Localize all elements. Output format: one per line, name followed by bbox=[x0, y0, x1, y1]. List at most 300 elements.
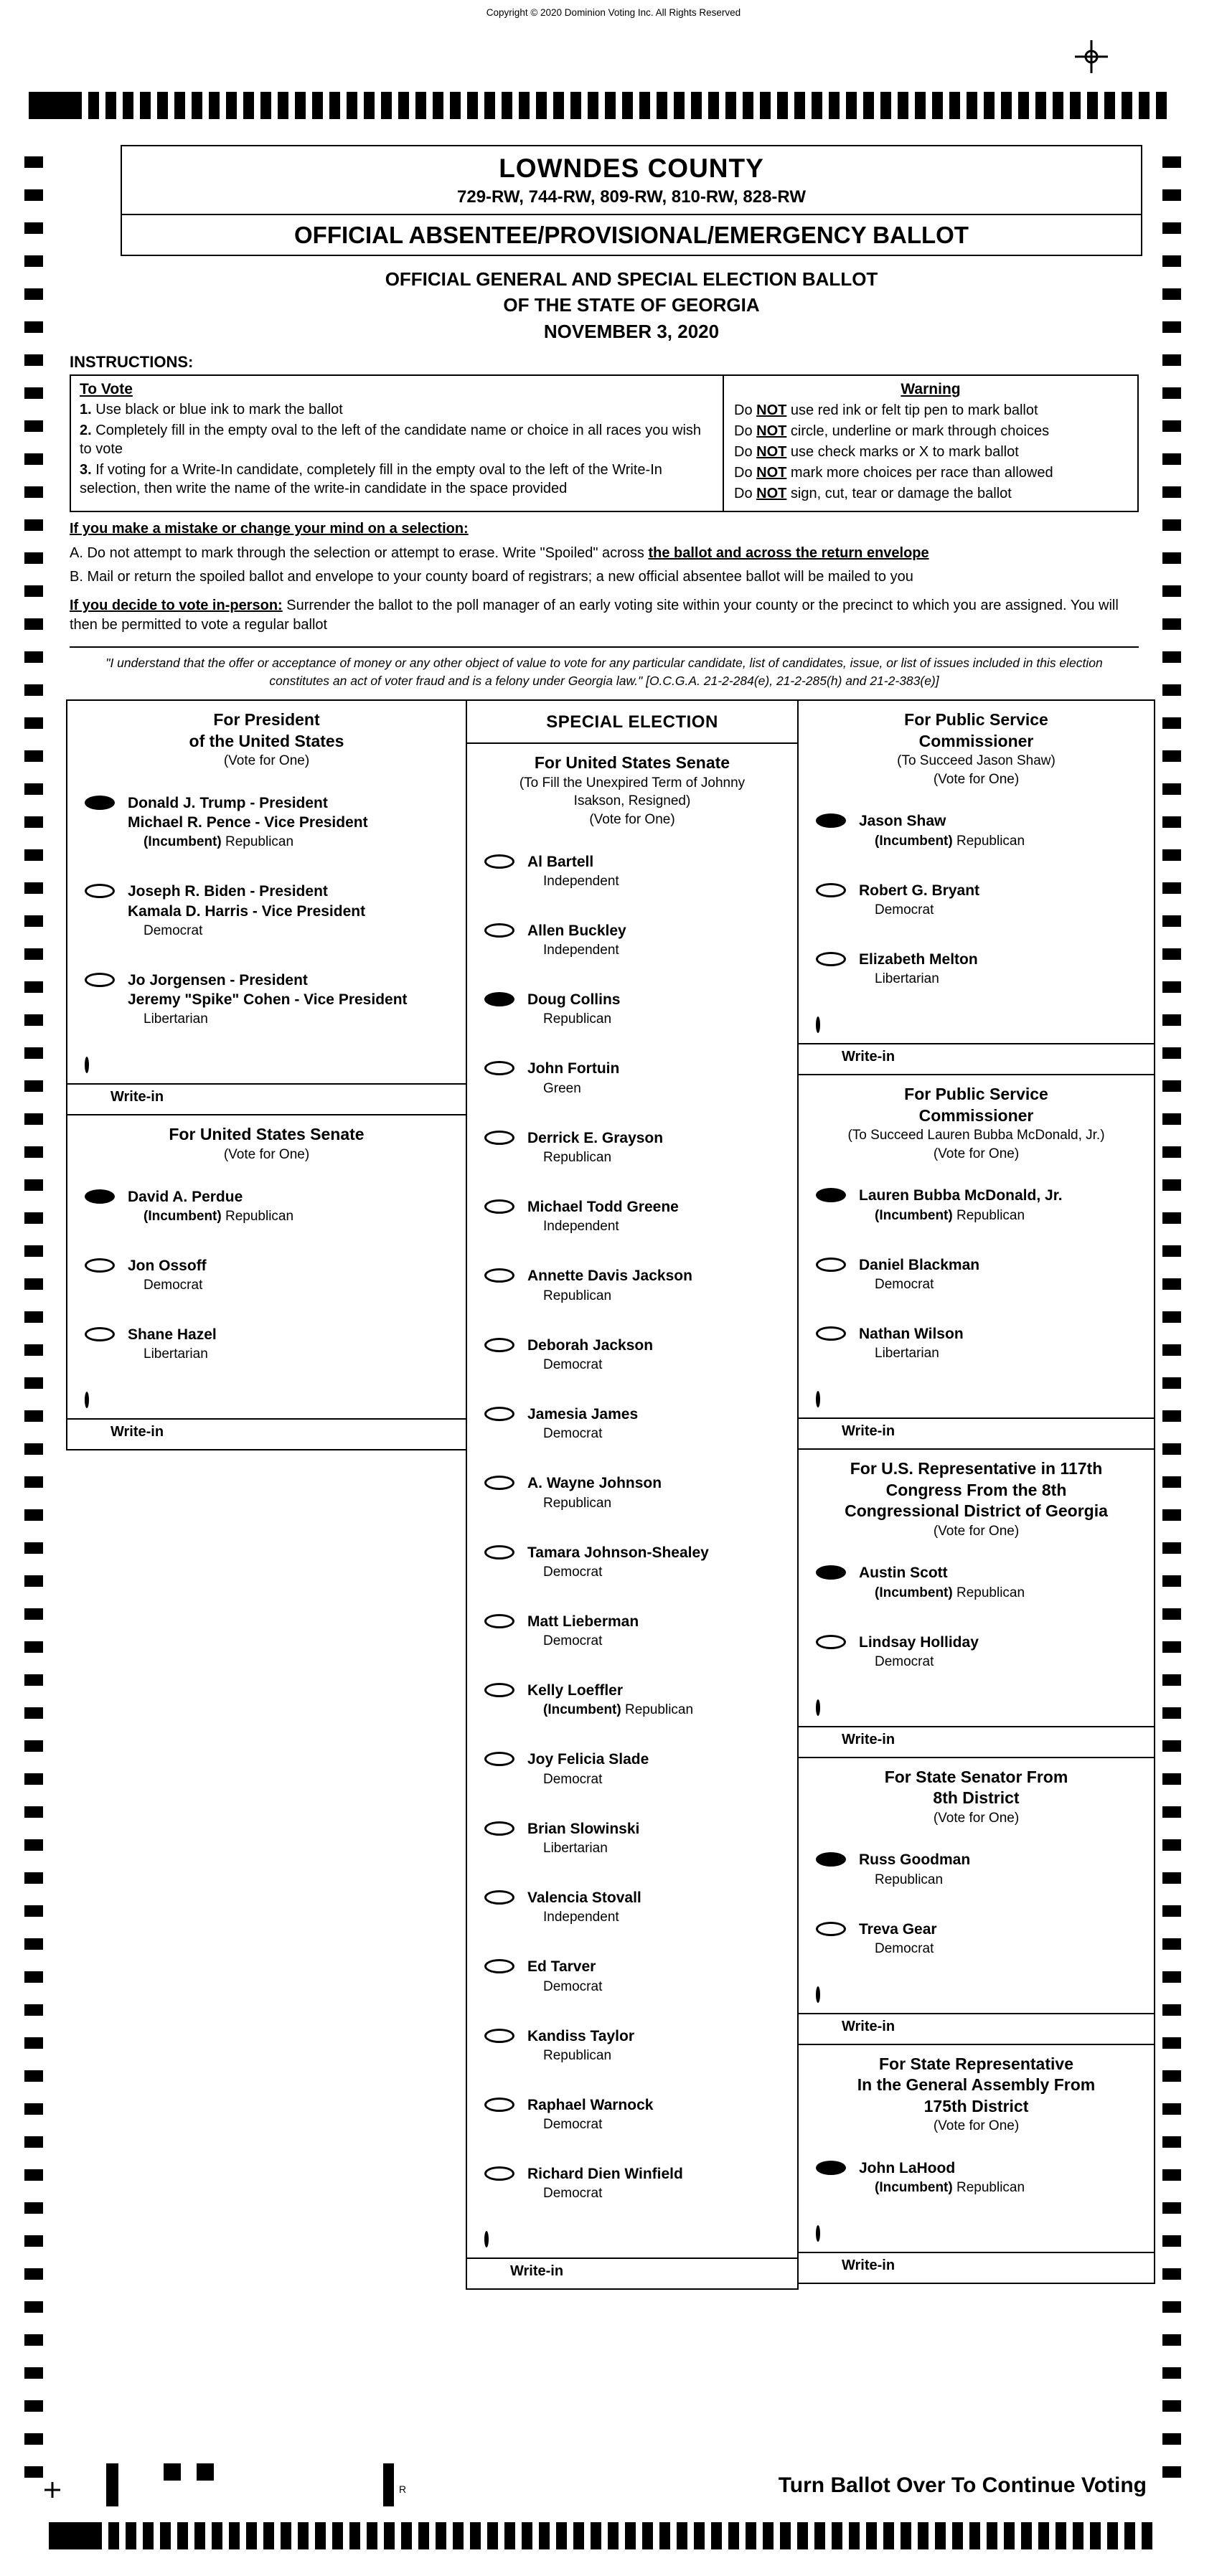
candidate-row bbox=[799, 1169, 1154, 1237]
timing-mark bbox=[260, 92, 271, 119]
timing-mark bbox=[24, 1014, 43, 1026]
timing-mark bbox=[1021, 2522, 1032, 2549]
timing-mark bbox=[126, 2522, 136, 2549]
timing-mark bbox=[952, 2522, 963, 2549]
to-vote-box bbox=[70, 374, 724, 512]
ballot-oval-empty[interactable] bbox=[484, 2098, 514, 2112]
timing-mark bbox=[24, 2268, 43, 2280]
timing-mark bbox=[1162, 1014, 1181, 1026]
write-in-oval-row bbox=[799, 2214, 1154, 2252]
timing-mark bbox=[24, 1047, 43, 1059]
timing-mark bbox=[24, 354, 43, 366]
timing-mark bbox=[24, 1707, 43, 1719]
ballot-oval-empty[interactable] bbox=[484, 1476, 514, 1490]
candidate-party: Democrat bbox=[875, 1940, 934, 1956]
ballot-oval-empty[interactable] bbox=[484, 1338, 514, 1352]
timing-mark bbox=[659, 2522, 670, 2549]
candidate-row bbox=[67, 864, 466, 953]
candidate-text bbox=[128, 1187, 293, 1225]
mistake-instruction: B. Mail or return the spoiled ballot and envelope to your county board of registrars; a new official absentee ballot will be mailed to you bbox=[70, 569, 913, 585]
timing-mark bbox=[863, 92, 874, 119]
ballot-oval-empty[interactable] bbox=[85, 1327, 115, 1341]
candidate-name: Treva Gear bbox=[859, 1920, 937, 1938]
write-in-oval[interactable] bbox=[816, 1016, 820, 1033]
candidate-row bbox=[799, 1238, 1154, 1307]
calibration-square bbox=[197, 2463, 214, 2481]
timing-mark bbox=[1162, 684, 1181, 696]
timing-mark bbox=[278, 92, 288, 119]
contest-title-line: 8th District bbox=[933, 1788, 1020, 1808]
timing-mark bbox=[349, 2522, 360, 2549]
candidate-row bbox=[467, 1111, 797, 1180]
timing-mark bbox=[1162, 1476, 1181, 1488]
timing-mark bbox=[1070, 92, 1081, 119]
contest-note-line: Isakson, Resigned) bbox=[573, 793, 691, 809]
contest-title-line: For United States Senate bbox=[534, 753, 730, 773]
candidate-party: Independent bbox=[543, 873, 619, 889]
candidate-row bbox=[467, 1042, 797, 1110]
ballot-oval-empty[interactable] bbox=[85, 884, 115, 898]
write-in-oval-row bbox=[467, 2220, 797, 2257]
in-person-section bbox=[70, 596, 1139, 635]
contest-header bbox=[799, 1450, 1154, 1546]
timing-mark bbox=[243, 92, 254, 119]
ballot-oval-empty[interactable] bbox=[484, 1683, 514, 1697]
timing-mark bbox=[812, 92, 822, 119]
timing-mark bbox=[1162, 1443, 1181, 1455]
write-in-label: Write-in bbox=[111, 1424, 164, 1440]
timing-mark bbox=[24, 1311, 43, 1323]
ballot-oval-empty[interactable] bbox=[484, 1890, 514, 1905]
timing-mark bbox=[453, 2522, 464, 2549]
ballot-oval-empty[interactable] bbox=[816, 1326, 846, 1341]
candidate-row bbox=[467, 1802, 797, 1871]
candidate-text bbox=[527, 1197, 679, 1235]
ballot-oval-empty[interactable] bbox=[484, 1614, 514, 1628]
contest-title-line: Commissioner bbox=[918, 731, 1034, 750]
candidate-name: Jamesia James bbox=[527, 1405, 639, 1423]
candidate-text bbox=[527, 1059, 619, 1096]
candidate-row bbox=[799, 933, 1154, 1001]
write-in-section bbox=[799, 1006, 1154, 1074]
ballot-oval-empty[interactable] bbox=[85, 973, 115, 987]
candidate-text bbox=[527, 1266, 692, 1303]
candidate-text bbox=[128, 882, 365, 939]
timing-mark bbox=[639, 92, 650, 119]
timing-mark bbox=[711, 2522, 722, 2549]
candidate-name: Tamara Johnson-Shealey bbox=[527, 1544, 709, 1561]
warning-instruction: Do NOT circle, underline or mark through choices bbox=[734, 423, 1050, 440]
contest-header bbox=[799, 1075, 1154, 1169]
candidate-party: Democrat bbox=[875, 902, 934, 917]
timing-mark bbox=[708, 92, 719, 119]
timing-mark bbox=[1162, 1674, 1181, 1686]
candidate-row bbox=[799, 1615, 1154, 1684]
candidate-party: (Incumbent) Republican bbox=[144, 834, 294, 850]
timing-mark bbox=[832, 2522, 842, 2549]
timing-mark bbox=[315, 2522, 326, 2549]
timing-mark bbox=[504, 2522, 515, 2549]
timing-mark bbox=[398, 92, 409, 119]
timing-mark bbox=[760, 92, 771, 119]
timing-mark bbox=[1142, 2522, 1152, 2549]
candidate-party: Libertarian bbox=[144, 1011, 208, 1027]
ballot-oval-filled[interactable] bbox=[484, 992, 514, 1006]
timing-mark bbox=[24, 651, 43, 663]
write-in-oval-row bbox=[799, 1006, 1154, 1043]
candidate-name: Elizabeth Melton bbox=[859, 950, 978, 968]
ballot-oval-empty[interactable] bbox=[816, 1258, 846, 1272]
candidate-party: Democrat bbox=[144, 1278, 203, 1293]
timing-mark bbox=[29, 92, 82, 119]
timing-mark bbox=[24, 1245, 43, 1257]
contest-title-line: For Public Service bbox=[904, 710, 1048, 730]
timing-mark bbox=[24, 948, 43, 960]
ballot-oval-filled[interactable] bbox=[816, 2161, 846, 2175]
candidate-row bbox=[467, 973, 797, 1042]
timing-mark bbox=[24, 915, 43, 927]
contest-title-line: For United States Senate bbox=[169, 1125, 365, 1144]
county-header-box bbox=[121, 145, 1142, 215]
candidate-party: (Incumbent) Republican bbox=[875, 2180, 1025, 2196]
write-in-oval[interactable] bbox=[816, 2225, 820, 2242]
timing-mark bbox=[1162, 552, 1181, 564]
contest-note-line: (To Succeed Lauren Bubba McDonald, Jr.) bbox=[847, 1128, 1105, 1143]
candidate-text bbox=[527, 1957, 602, 1994]
timing-marks-right bbox=[1162, 156, 1181, 2478]
candidate-name: Shane Hazel bbox=[128, 1326, 217, 1344]
calibration-square bbox=[164, 2463, 181, 2481]
timing-mark bbox=[24, 420, 43, 432]
calibration-bar bbox=[383, 2463, 394, 2506]
candidate-party: Republican bbox=[543, 1288, 612, 1303]
candidate-text bbox=[859, 1563, 1025, 1600]
write-in-oval[interactable] bbox=[816, 1986, 820, 2003]
write-in-oval-row bbox=[799, 1689, 1154, 1726]
warning-title: Warning bbox=[901, 381, 961, 398]
write-in-oval-row bbox=[799, 1976, 1154, 2013]
candidate-party: Republican bbox=[875, 1872, 944, 1887]
timing-mark bbox=[24, 156, 43, 168]
timing-mark bbox=[967, 92, 977, 119]
not-emphasis: NOT bbox=[756, 486, 787, 502]
timing-mark bbox=[1162, 1641, 1181, 1653]
candidate-name: John LaHood bbox=[859, 2159, 956, 2176]
ballot-oval-empty[interactable] bbox=[484, 1268, 514, 1283]
timing-mark bbox=[1162, 2433, 1181, 2445]
contest-header bbox=[467, 744, 797, 834]
candidate-party: Republican bbox=[543, 1150, 612, 1166]
timing-mark bbox=[969, 2522, 980, 2549]
timing-mark bbox=[174, 92, 185, 119]
timing-mark bbox=[1162, 222, 1181, 234]
timing-mark bbox=[384, 2522, 395, 2549]
candidate-name: Brian Slowinski bbox=[527, 1820, 640, 1837]
timing-mark bbox=[212, 2522, 222, 2549]
candidate-text bbox=[527, 1473, 662, 1511]
ballot-oval-empty[interactable] bbox=[484, 1959, 514, 1973]
timing-mark bbox=[1162, 2070, 1181, 2082]
timing-mark bbox=[24, 585, 43, 597]
not-emphasis: NOT bbox=[756, 444, 787, 461]
ballot-oval-empty[interactable] bbox=[816, 883, 846, 897]
timing-mark bbox=[1004, 2522, 1015, 2549]
timing-mark bbox=[915, 92, 926, 119]
contest-note-line: (To Succeed Jason Shaw) bbox=[897, 753, 1056, 769]
timing-mark bbox=[24, 453, 43, 465]
ballot-oval-empty[interactable] bbox=[816, 952, 846, 966]
timing-mark bbox=[157, 92, 168, 119]
ballot-oval-empty[interactable] bbox=[484, 1131, 514, 1145]
timing-mark bbox=[226, 92, 237, 119]
ballot-oval-empty[interactable] bbox=[484, 1821, 514, 1836]
candidate-row bbox=[799, 1902, 1154, 1971]
candidate-text bbox=[859, 1850, 970, 1887]
incumbent-flag: (Incumbent) bbox=[875, 1585, 956, 1600]
timing-mark bbox=[433, 92, 443, 119]
timing-mark bbox=[1001, 92, 1012, 119]
timing-mark bbox=[24, 849, 43, 861]
candidate-name: Jeremy "Spike" Cohen - Vice President bbox=[128, 991, 408, 1009]
candidate-text bbox=[859, 811, 1025, 849]
candidate-name: John Fortuin bbox=[527, 1060, 620, 1077]
timing-mark bbox=[246, 2522, 257, 2549]
contest-title-line: 175th District bbox=[923, 2096, 1029, 2115]
ballot-oval-empty[interactable] bbox=[484, 1545, 514, 1560]
contest-state-rep-175th bbox=[797, 2044, 1155, 2284]
write-in-oval[interactable] bbox=[816, 1391, 820, 1407]
timing-mark bbox=[1162, 849, 1181, 861]
timing-mark bbox=[24, 1443, 43, 1455]
ballot-oval-empty[interactable] bbox=[484, 1199, 514, 1214]
contest-psc-shaw bbox=[797, 699, 1155, 1075]
timing-mark bbox=[24, 2367, 43, 2379]
candidate-text bbox=[859, 2159, 1025, 2196]
ballot-oval-empty[interactable] bbox=[484, 1407, 514, 1421]
candidate-party: Libertarian bbox=[543, 1840, 608, 1856]
timing-mark bbox=[143, 2522, 154, 2549]
timing-mark bbox=[24, 2136, 43, 2148]
ballot-column-1 bbox=[66, 699, 467, 1450]
contest-note-line: (Vote for One) bbox=[933, 771, 1020, 787]
write-in-oval[interactable] bbox=[85, 1057, 89, 1073]
timing-mark bbox=[1162, 1905, 1181, 1917]
candidate-text bbox=[859, 1255, 979, 1293]
timing-mark bbox=[1056, 2522, 1066, 2549]
ballot-oval-empty[interactable] bbox=[484, 2166, 514, 2181]
candidate-party: (Incumbent) Republican bbox=[144, 1208, 294, 1224]
timing-mark bbox=[24, 2235, 43, 2247]
candidate-name: Raphael Warnock bbox=[527, 2096, 654, 2113]
ballot-oval-empty[interactable] bbox=[484, 1061, 514, 1075]
contest-state-senator-8th bbox=[797, 1757, 1155, 2045]
to-vote-instruction: 1. Use black or blue ink to mark the ballot bbox=[80, 402, 343, 418]
instruction-number: 2. bbox=[80, 423, 96, 439]
candidate-name: Annette Davis Jackson bbox=[527, 1268, 692, 1285]
candidate-text bbox=[859, 950, 978, 987]
timing-mark bbox=[674, 92, 685, 119]
candidate-party: Democrat bbox=[543, 2186, 603, 2202]
write-in-oval[interactable] bbox=[484, 2231, 489, 2247]
candidate-text bbox=[527, 2164, 683, 2202]
ballot-oval-empty[interactable] bbox=[85, 1258, 115, 1273]
candidate-text bbox=[527, 990, 621, 1027]
candidate-name: Kandiss Taylor bbox=[527, 2027, 634, 2044]
timing-mark bbox=[418, 2522, 429, 2549]
candidate-name: Joseph R. Biden - President bbox=[128, 883, 328, 900]
candidate-text bbox=[527, 1543, 709, 1580]
timing-mark bbox=[1162, 1872, 1181, 1884]
candidate-text bbox=[859, 1633, 979, 1670]
timing-mark bbox=[24, 981, 43, 993]
timing-mark bbox=[177, 2522, 188, 2549]
timing-mark bbox=[763, 2522, 774, 2549]
timing-mark bbox=[1038, 2522, 1049, 2549]
candidate-row bbox=[67, 1239, 466, 1308]
candidate-name: Lindsay Holliday bbox=[859, 1633, 979, 1651]
mistake-items bbox=[70, 544, 1139, 586]
to-vote-title: To Vote bbox=[80, 381, 133, 398]
candidate-row bbox=[467, 1664, 797, 1732]
timing-mark bbox=[519, 92, 530, 119]
mistake-section bbox=[70, 521, 1139, 586]
candidate-name: Al Bartell bbox=[527, 853, 594, 870]
instruction-number: 3. bbox=[80, 462, 96, 478]
incumbent-flag: (Incumbent) bbox=[875, 833, 956, 849]
ballot-oval-empty[interactable] bbox=[484, 923, 514, 938]
ballot-oval-empty[interactable] bbox=[816, 1635, 846, 1649]
timing-mark bbox=[1162, 915, 1181, 927]
ballot-oval-empty[interactable] bbox=[484, 1752, 514, 1766]
county-name: LOWNDES COUNTY bbox=[499, 154, 764, 183]
timing-marks-left bbox=[24, 156, 43, 2478]
timing-mark bbox=[24, 750, 43, 762]
candidate-name: Kelly Loeffler bbox=[527, 1682, 624, 1699]
timing-mark bbox=[24, 1212, 43, 1224]
contest-header bbox=[67, 1115, 466, 1169]
candidate-party: Democrat bbox=[543, 2117, 603, 2133]
ballot-oval-filled[interactable] bbox=[816, 1565, 846, 1580]
timing-mark bbox=[24, 1674, 43, 1686]
timing-mark bbox=[24, 1344, 43, 1356]
ballot-oval-filled[interactable] bbox=[85, 1189, 115, 1204]
contest-header bbox=[799, 701, 1154, 794]
warning-instruction: Do NOT use check marks or X to mark ballot bbox=[734, 444, 1019, 461]
timing-mark bbox=[849, 2522, 860, 2549]
candidate-text bbox=[859, 1920, 937, 1957]
ballot-oval-filled[interactable] bbox=[85, 796, 115, 810]
timing-mark bbox=[24, 783, 43, 795]
candidate-party: Democrat bbox=[543, 1633, 603, 1649]
registration-plus-icon bbox=[44, 2482, 60, 2498]
candidate-party: Republican bbox=[543, 2047, 612, 2063]
contest-president bbox=[66, 699, 467, 1115]
timing-mark bbox=[49, 2522, 102, 2549]
timing-mark bbox=[1162, 1707, 1181, 1719]
candidate-name: Deborah Jackson bbox=[527, 1336, 654, 1354]
timing-mark bbox=[918, 2522, 929, 2549]
timing-mark bbox=[24, 519, 43, 531]
instructions-label: INSTRUCTIONS: bbox=[70, 353, 194, 372]
timing-mark bbox=[24, 1938, 43, 1950]
timing-mark bbox=[794, 92, 805, 119]
contest-title-line: In the General Assembly From bbox=[857, 2075, 1096, 2095]
timing-mark bbox=[1162, 1971, 1181, 1983]
candidate-row bbox=[67, 953, 466, 1042]
timing-mark bbox=[108, 2522, 119, 2549]
timing-mark bbox=[24, 1872, 43, 1884]
ballot-column-3 bbox=[797, 699, 1155, 2284]
write-in-section bbox=[799, 1689, 1154, 1757]
incumbent-flag: (Incumbent) bbox=[543, 1702, 625, 1718]
timing-mark bbox=[1162, 948, 1181, 960]
ballot-oval-empty[interactable] bbox=[484, 854, 514, 869]
timing-mark bbox=[1162, 2136, 1181, 2148]
not-emphasis: NOT bbox=[756, 465, 787, 481]
timing-mark bbox=[24, 684, 43, 696]
ballot-oval-filled[interactable] bbox=[816, 1852, 846, 1867]
candidate-name: Michael R. Pence - Vice President bbox=[128, 813, 368, 831]
timing-mark bbox=[1162, 486, 1181, 498]
write-in-label: Write-in bbox=[111, 1089, 164, 1105]
ballot-oval-filled[interactable] bbox=[816, 1188, 846, 1202]
registration-crosshair-icon bbox=[1075, 40, 1108, 73]
timing-mark bbox=[608, 2522, 619, 2549]
candidate-text bbox=[527, 1819, 639, 1856]
write-in-label: Write-in bbox=[510, 2263, 564, 2280]
candidate-party: Libertarian bbox=[875, 1346, 939, 1362]
candidate-name: Jon Ossoff bbox=[128, 1257, 207, 1274]
candidate-name: Austin Scott bbox=[859, 1565, 948, 1582]
timing-mark bbox=[1162, 288, 1181, 300]
timing-mark bbox=[329, 92, 340, 119]
timing-mark bbox=[1162, 1410, 1181, 1422]
ballot-oval-empty[interactable] bbox=[484, 2029, 514, 2043]
timing-mark bbox=[1087, 92, 1098, 119]
contest-title-line: For State Senator From bbox=[884, 1767, 1068, 1786]
contest-note-line: (Vote for One) bbox=[223, 753, 310, 769]
candidate-party: (Incumbent) Republican bbox=[543, 1702, 694, 1718]
timing-mark bbox=[364, 92, 375, 119]
incumbent-flag: (Incumbent) bbox=[875, 1207, 956, 1223]
contest-header bbox=[799, 1758, 1154, 1834]
candidate-party: Democrat bbox=[144, 923, 203, 938]
timing-mark bbox=[24, 321, 43, 333]
timing-mark bbox=[381, 92, 392, 119]
ballot-oval-empty[interactable] bbox=[816, 1922, 846, 1936]
timing-mark bbox=[24, 1971, 43, 1983]
timing-mark bbox=[24, 717, 43, 729]
candidate-party: (Incumbent) Republican bbox=[875, 1585, 1025, 1600]
timing-mark bbox=[1162, 981, 1181, 993]
candidate-name: Daniel Blackman bbox=[859, 1256, 980, 1273]
incumbent-flag: (Incumbent) bbox=[144, 834, 225, 850]
write-in-label: Write-in bbox=[842, 2018, 895, 2034]
candidate-name: Richard Dien Winfield bbox=[527, 2166, 683, 2183]
timing-mark bbox=[1162, 1047, 1181, 1059]
timing-mark bbox=[522, 2522, 532, 2549]
candidate-party: Democrat bbox=[875, 1653, 934, 1669]
ballot-oval-filled[interactable] bbox=[816, 813, 846, 828]
write-in-oval[interactable] bbox=[816, 1699, 820, 1716]
candidate-row bbox=[467, 2009, 797, 2078]
write-in-oval[interactable] bbox=[85, 1392, 89, 1408]
timing-mark bbox=[24, 882, 43, 894]
candidate-row bbox=[467, 1387, 797, 1456]
timing-mark bbox=[367, 2522, 377, 2549]
timing-mark bbox=[105, 92, 116, 119]
timing-mark bbox=[24, 1377, 43, 1389]
